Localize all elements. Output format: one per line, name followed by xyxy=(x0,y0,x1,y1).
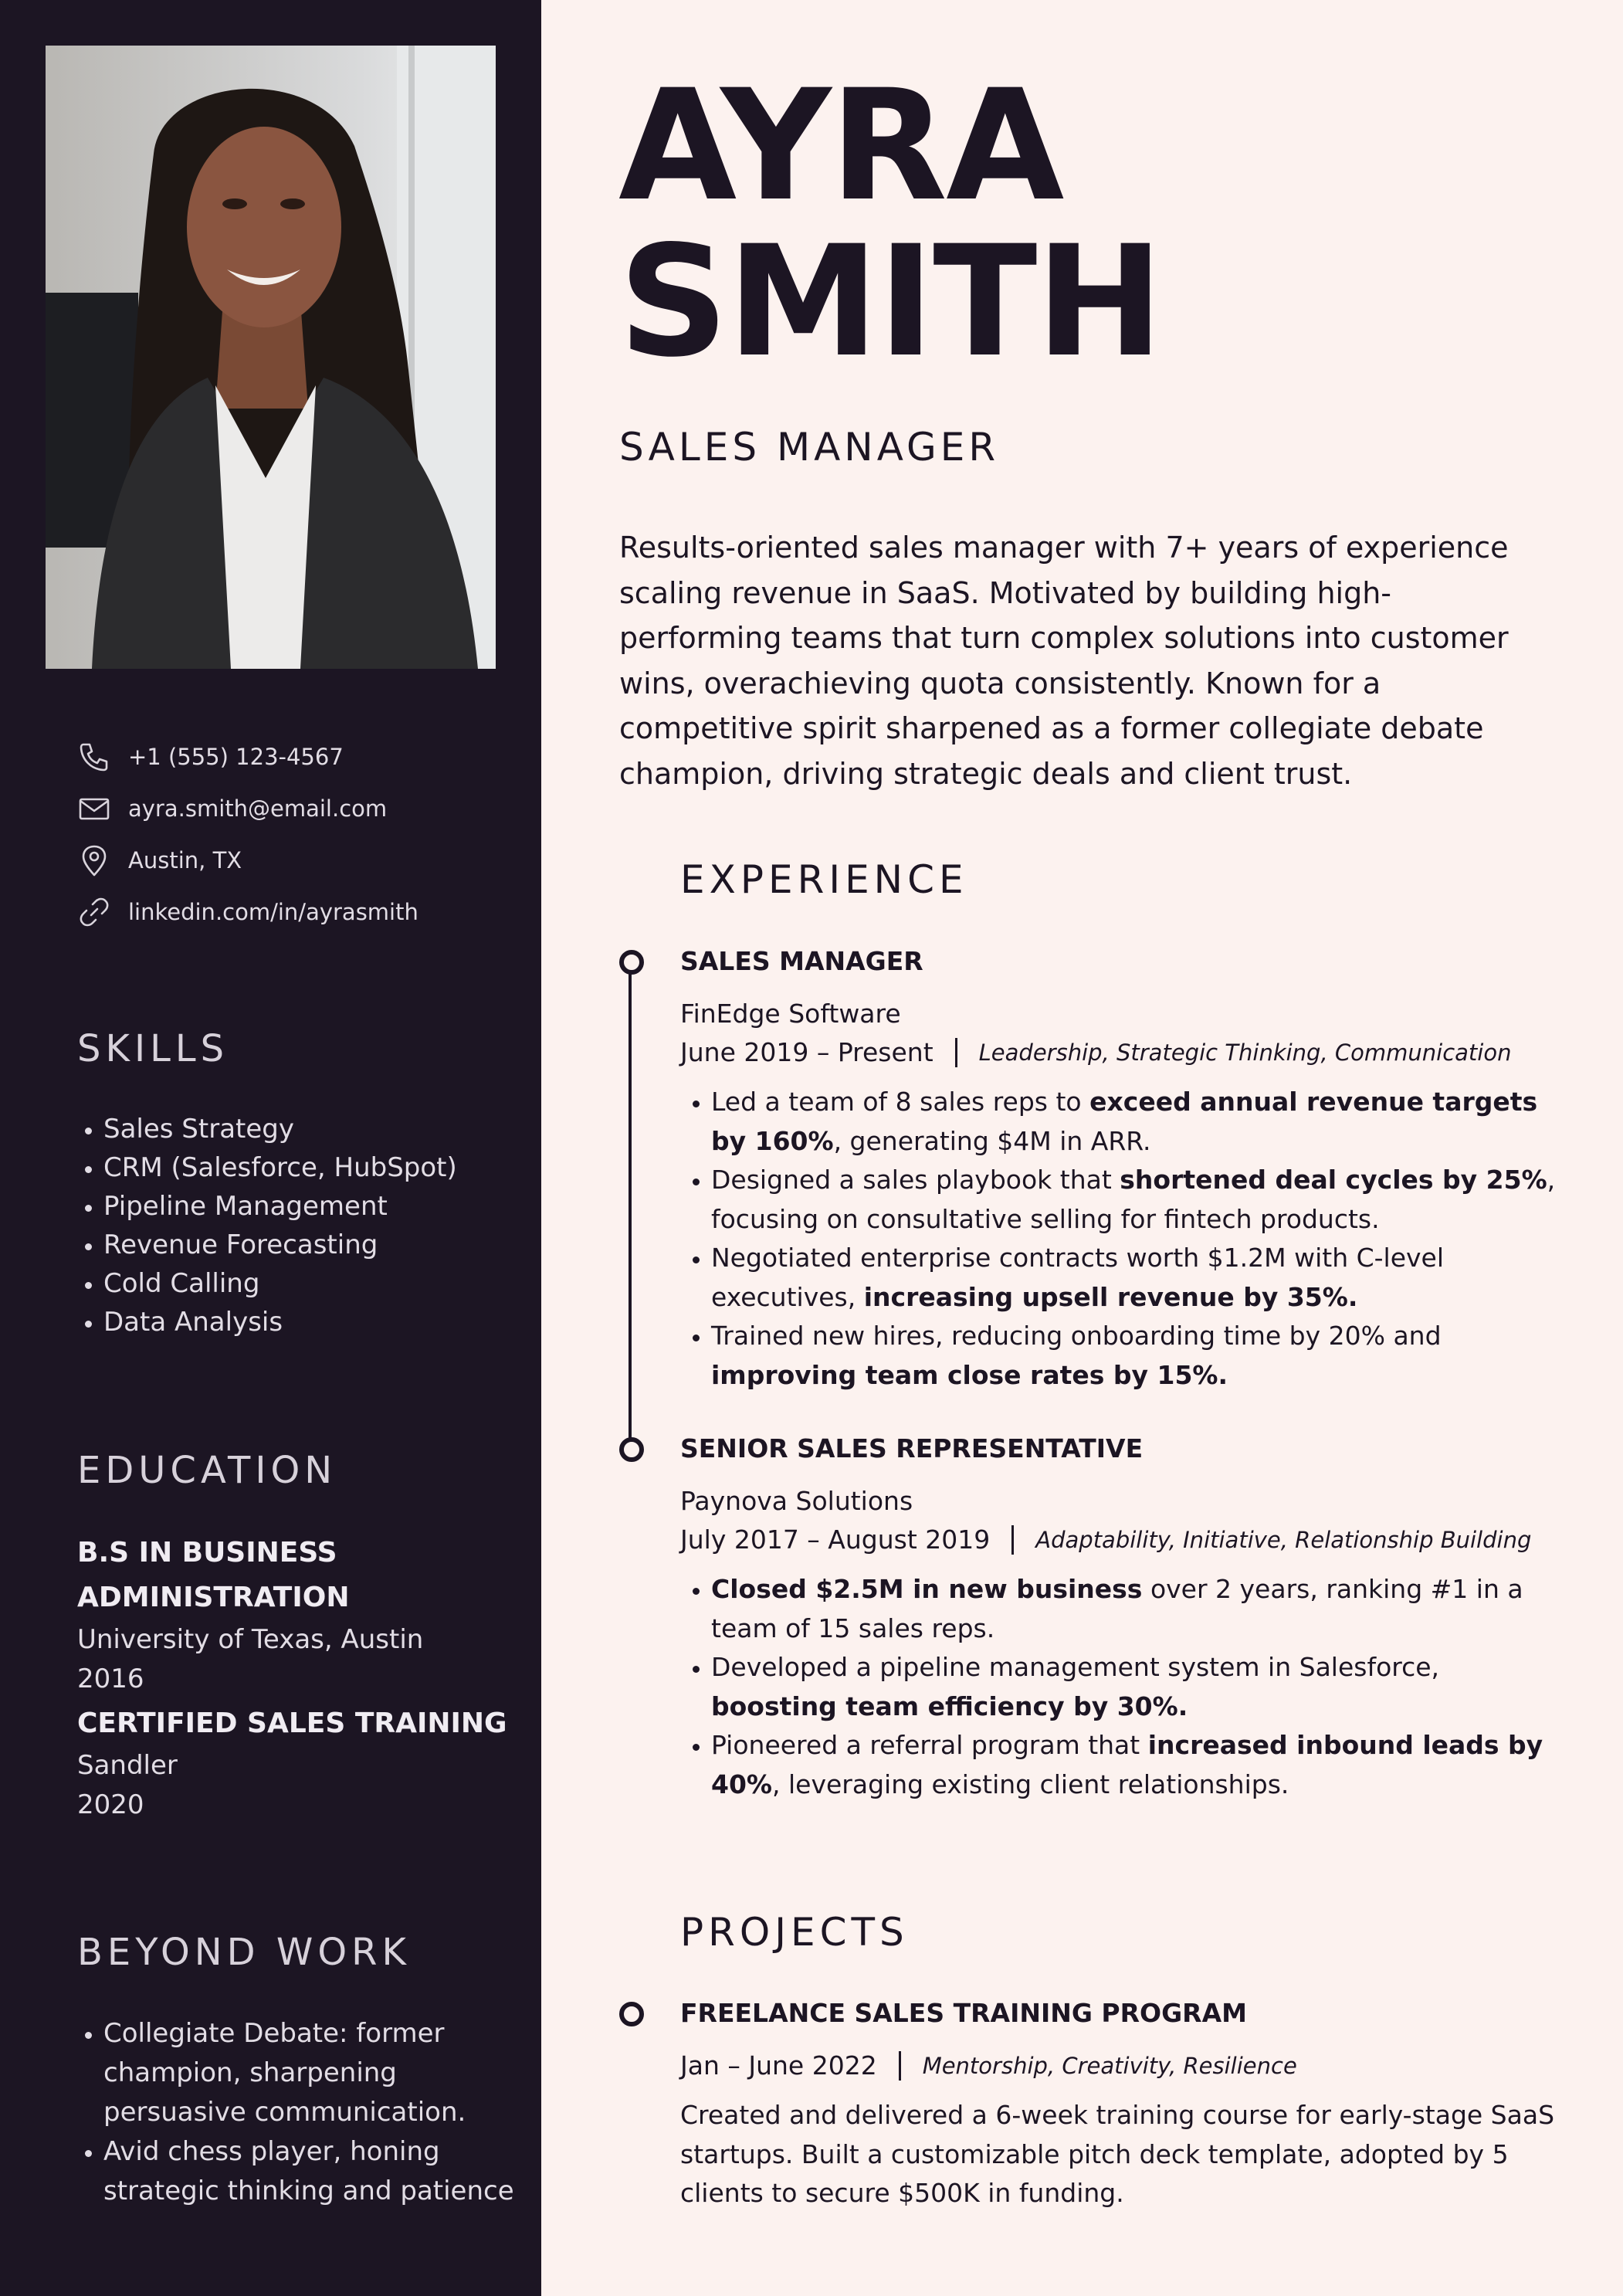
mail-icon xyxy=(76,790,113,827)
skill-item: • Data Analysis xyxy=(103,1303,457,1341)
skill-item: • CRM (Salesforce, HubSpot) xyxy=(103,1148,457,1187)
first-name: AYRA xyxy=(618,56,1063,235)
phone-icon xyxy=(76,738,113,775)
beyond-work-item: • Collegiate Debate: former champion, sharpening persuasive communication. xyxy=(103,2014,520,2132)
experience-item xyxy=(680,1429,1560,1804)
divider xyxy=(955,1038,957,1067)
contact-linkedin[interactable] xyxy=(76,886,523,938)
project-item xyxy=(680,1994,1560,2213)
timeline-dot xyxy=(619,950,644,975)
education-school: Sandler xyxy=(77,1750,178,1781)
experience-bullet: • Trained new hires, reducing onboarding time by 20% and improving team close rates by 15%. xyxy=(711,1317,1560,1395)
experience-bullet: • Negotiated enterprise contracts worth $1.2M with C-level executives, increasing upsell revenue by 35%. xyxy=(711,1239,1560,1317)
experience-bullet: • Led a team of 8 sales reps to exceed annual revenue targets by 160%, generating $4M in ARR. xyxy=(711,1083,1560,1161)
projects-heading: PROJECTS xyxy=(680,1910,909,1955)
timeline-dot xyxy=(619,1437,644,1462)
beyond-work-item: • Avid chess player, honing strategic thinking and patience xyxy=(103,2132,520,2211)
location-pin-icon xyxy=(76,842,113,879)
project-dates: Jan – June 2022 xyxy=(680,2050,877,2081)
experience-heading: EXPERIENCE xyxy=(680,857,968,902)
beyond-work-list xyxy=(77,2014,520,2211)
education-degree: CERTIFIED SALES TRAINING xyxy=(77,1708,507,1739)
experience-item xyxy=(680,942,1560,1395)
contact-phone-text: +1 (555) 123-4567 xyxy=(128,743,344,770)
experience-meta xyxy=(680,1521,1560,1559)
timeline-line xyxy=(629,961,632,1450)
experience-dates: July 2017 – August 2019 xyxy=(680,1524,991,1555)
experience-company: FinEdge Software xyxy=(680,999,901,1029)
contact-email-text: ayra.smith@email.com xyxy=(128,795,388,822)
project-meta xyxy=(680,2047,1560,2085)
skill-item: • Revenue Forecasting xyxy=(103,1226,457,1264)
contact-list xyxy=(76,731,523,938)
beyond-work-heading: BEYOND WORK xyxy=(77,1931,411,1974)
experience-tags: Adaptability, Initiative, Relationship Building xyxy=(1035,1527,1532,1553)
skill-item: • Cold Calling xyxy=(103,1264,457,1303)
skills-heading: SKILLS xyxy=(77,1027,229,1070)
education-heading: EDUCATION xyxy=(77,1449,337,1492)
skills-list xyxy=(77,1110,457,1341)
education-year: 2020 xyxy=(77,1789,144,1820)
experience-bullet: • Developed a pipeline management system in Salesforce, boosting team efficiency by 30%. xyxy=(711,1648,1560,1726)
education-school: University of Texas, Austin xyxy=(77,1624,424,1655)
divider xyxy=(1011,1525,1014,1555)
skill-item: • Sales Strategy xyxy=(103,1110,457,1148)
divider xyxy=(899,2051,901,2081)
project-tags: Mentorship, Creativity, Resilience xyxy=(922,2053,1297,2079)
experience-bullet: • Closed $2.5M in new business over 2 years, ranking #1 in a team of 15 sales reps. xyxy=(711,1570,1560,1648)
experience-title: SALES MANAGER xyxy=(680,946,923,976)
sidebar xyxy=(0,0,541,2296)
skill-item: • Pipeline Management xyxy=(103,1187,457,1226)
experience-bullet: • Pioneered a referral program that increased inbound leads by 40%, leveraging existing client relationships. xyxy=(711,1726,1560,1804)
summary: Results-oriented sales manager with 7+ years of experience scaling revenue in SaaS. Motivated by building high-performing teams that turn complex solutions into customer wins, overachieving quota consistently. Known for a competitive spirit sharpened as a former collegiate debate champion, driving strategic deals and client trust. xyxy=(619,531,1509,791)
experience-dates: June 2019 – Present xyxy=(680,1037,933,1067)
contact-phone[interactable] xyxy=(76,731,523,782)
project-description: Created and delivered a 6-week training course for early-stage SaaS startups. Built a customizable pitch deck template, adopted by 5 clients to secure $500K in funding. xyxy=(680,2100,1555,2208)
contact-location xyxy=(76,834,523,886)
education-degree: B.S IN BUSINESS ADMINISTRATION xyxy=(77,1537,350,1613)
experience-meta xyxy=(680,1033,1560,1072)
person-name xyxy=(618,56,1163,391)
contact-email[interactable] xyxy=(76,782,523,834)
link-icon xyxy=(76,894,113,931)
education-year: 2016 xyxy=(77,1663,144,1694)
timeline-dot xyxy=(619,2002,644,2026)
job-title: SALES MANAGER xyxy=(619,425,1000,470)
experience-bullet: • Designed a sales playbook that shortened deal cycles by 25%, focusing on consultative selling for fintech products. xyxy=(711,1161,1560,1239)
experience-bullets xyxy=(680,1570,1560,1804)
experience-bullets xyxy=(680,1083,1560,1395)
main-content xyxy=(541,0,1623,2296)
last-name: SMITH xyxy=(618,212,1163,391)
experience-title: SENIOR SALES REPRESENTATIVE xyxy=(680,1433,1144,1463)
profile-photo xyxy=(46,46,496,669)
experience-tags: Leadership, Strategic Thinking, Communication xyxy=(978,1039,1512,1066)
project-title: FREELANCE SALES TRAINING PROGRAM xyxy=(680,1998,1247,2028)
experience-company: Paynova Solutions xyxy=(680,1486,913,1516)
education-list xyxy=(77,1531,525,1825)
contact-linkedin-text: linkedin.com/in/ayrasmith xyxy=(128,898,418,925)
contact-location-text: Austin, TX xyxy=(128,846,242,873)
